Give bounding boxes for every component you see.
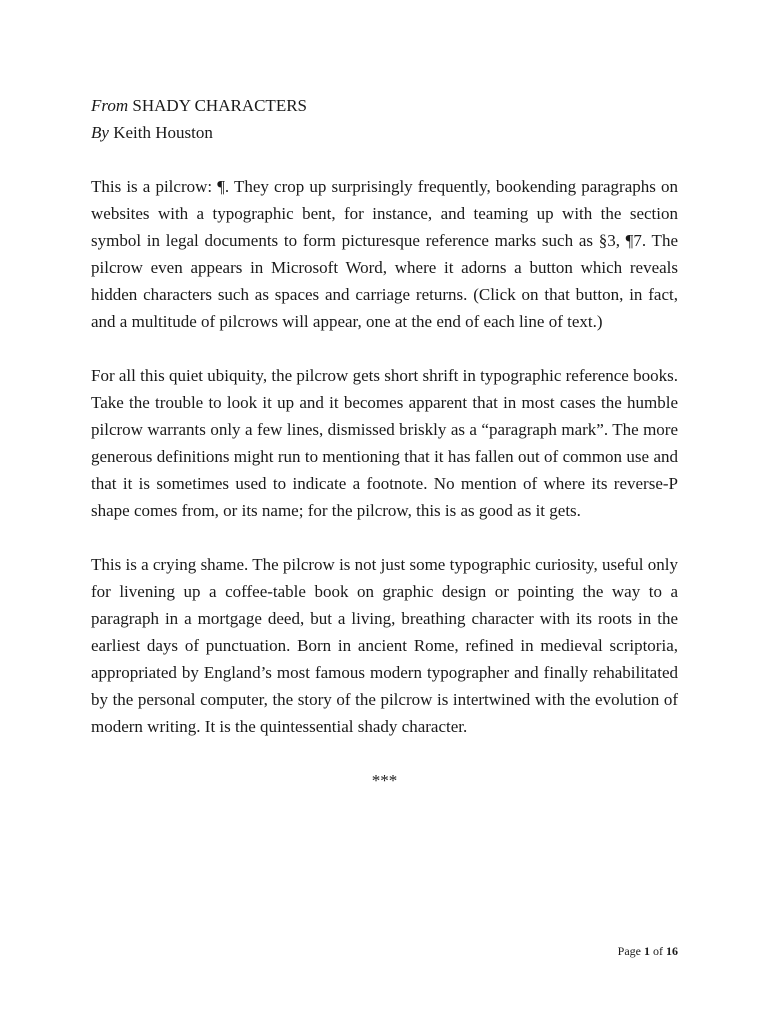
book-title: SHADY CHARACTERS	[132, 96, 307, 115]
page-footer	[618, 942, 678, 960]
document-page	[91, 92, 678, 794]
by-prefix: By	[91, 123, 109, 142]
section-separator: ***	[371, 771, 398, 790]
from-prefix: From	[91, 96, 129, 115]
author-line	[91, 119, 678, 146]
body-text	[91, 173, 678, 740]
paragraph-1: This is a pilcrow: ¶. They crop up surprisingly frequently, bookending paragraphs on websites with a typographic bent, for instance, and teaming up with the section symbol in legal documents to form picturesque reference marks such as §3, ¶7. The pilcrow even appears in Microsoft Word, where it adorns a button which reveals hidden characters such as spaces and carriage returns. (Click on that button, in fact, and a multitude of pilcrows will appear, one at the end of each line of text.)	[91, 177, 678, 331]
page-number: 1	[644, 944, 650, 958]
paragraph-3: This is a crying shame. The pilcrow is not just some typographic curiosity, useful only for livening up a coffee-table book on graphic design or pointing the way to a paragraph in a mortgage deed, but a living, breathing character with its roots in the earliest days of punctuation. Born in ancient Rome, refined in medieval scriptoria, appropriated by England’s most famous modern typographer and finally rehabilitated by the personal computer, the story of the pilcrow is intertwined with the evolution of modern writing. It is the quintessential shady character.	[91, 555, 678, 736]
of-label: of	[653, 944, 663, 958]
paragraph-2: For all this quiet ubiquity, the pilcrow gets short shrift in typographic reference books. Take the trouble to look it up and it becomes apparent that in most cases the humble pilcrow warrants only a few lines, dismissed briskly as a “paragraph mark”. The more generous definitions might run to mentioning that it has fallen out of common use and that it is sometimes used to indicate a footnote. No mention of where its reverse-P shape comes from, or its name; for the pilcrow, this is as good as it gets.	[91, 366, 678, 520]
author-name: Keith Houston	[113, 123, 213, 142]
book-title-line	[91, 92, 678, 119]
total-pages: 16	[666, 944, 678, 958]
page-label: Page	[617, 944, 641, 958]
